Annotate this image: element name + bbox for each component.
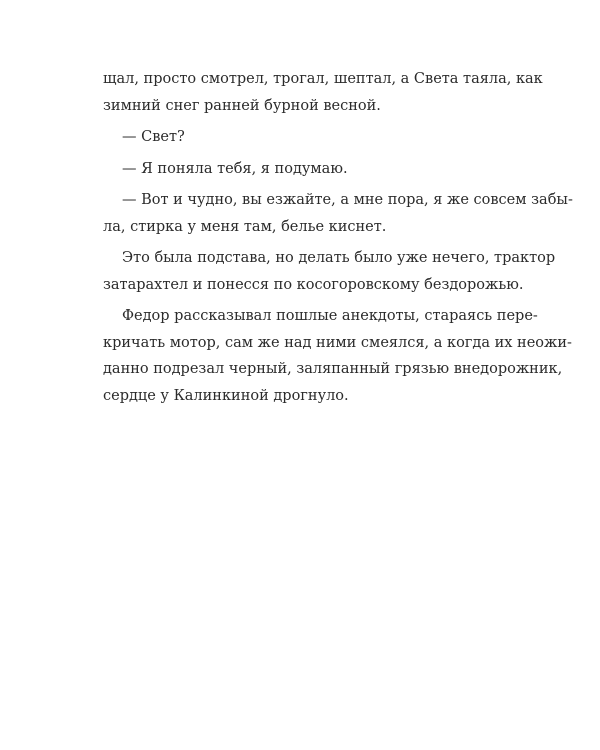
text-line: зимний снег ранней бурной весной. [103,97,381,114]
text-line: затарахтел и понесся по косогоровскому бездорожью. [103,276,524,293]
dialogue-line: — Вот и чудно, вы езжайте, а мне пора, я же совсем забы- [122,192,573,208]
text-line: Федор рассказывал пошлые анекдоты, стараясь пере- [122,308,538,324]
text-line: ла, стирка у меня там, белье киснет. [103,218,387,235]
text-line: Это была подстава, но делать было уже нечего, трактор [122,250,556,266]
text-line: сердце у Калинкиной дрогнуло. [103,387,349,404]
text-line: щал, просто смотрел, трогал, шептал, а Света таяла, как [103,71,543,87]
dialogue-line: — Я поняла тебя, я подумаю. [122,160,348,177]
text-line: кричать мотор, сам же над ними смеялся, а когда их неожи- [103,334,572,351]
dialogue-line: — Свет? [122,129,185,145]
page-text [103,66,573,409]
text-line: данно подрезал черный, заляпанный грязью внедорожник, [103,361,563,377]
